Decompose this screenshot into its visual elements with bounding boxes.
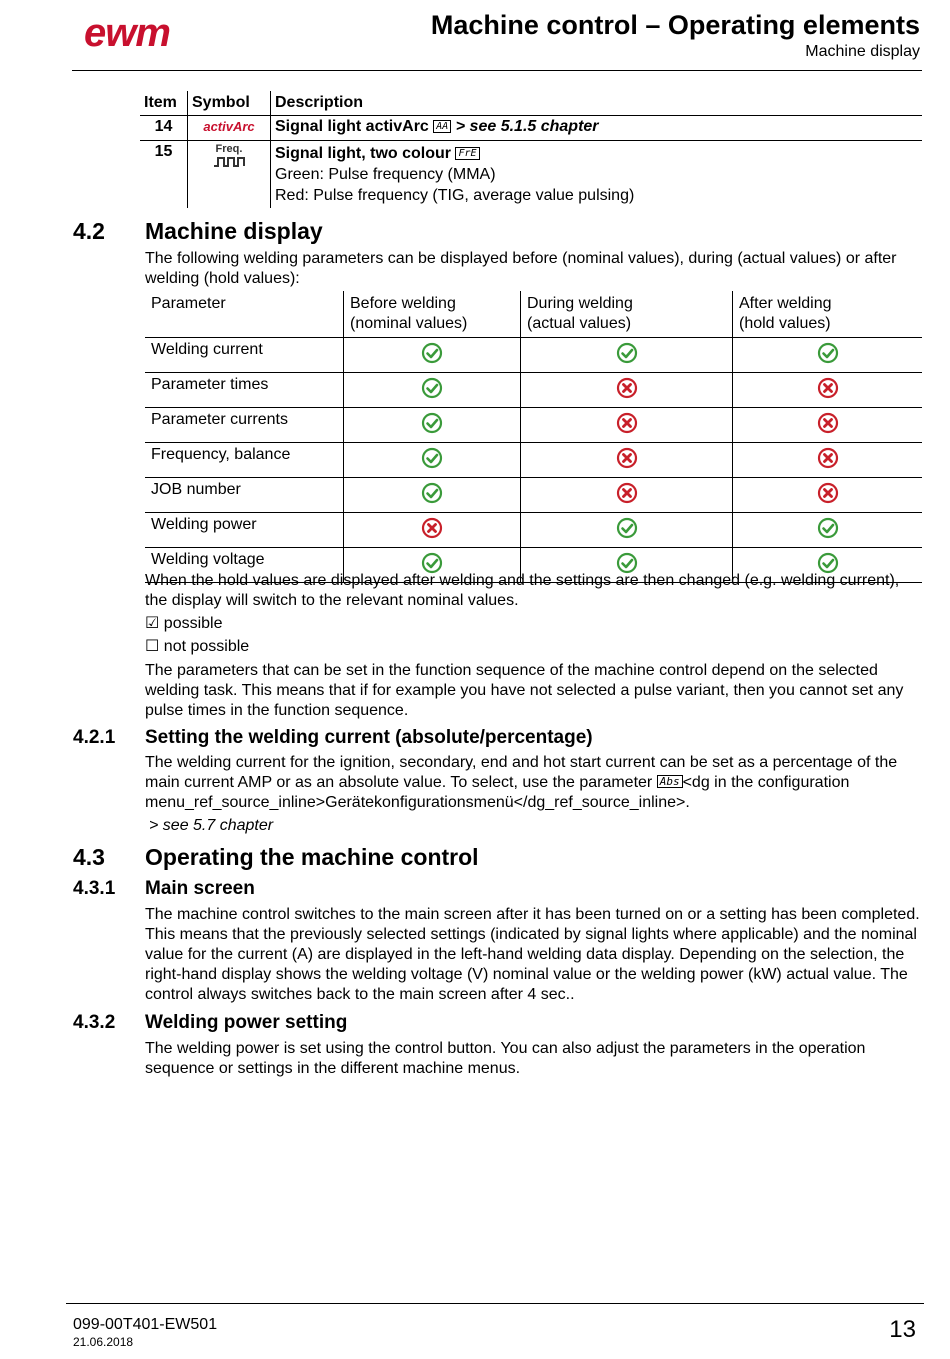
col-header-parameter: [145, 291, 344, 338]
item-detail-red: Red: Pulse frequency (TIG, average value pulsing): [275, 187, 635, 204]
check-circle-icon: [421, 386, 443, 403]
pulse-wave-icon: [212, 156, 246, 168]
table-row: [140, 116, 922, 141]
parameter-name: Welding power: [145, 513, 344, 548]
check-circle-icon: [616, 526, 638, 543]
header-line: (hold values): [739, 315, 831, 332]
section-intro: The following welding parameters can be displayed before (nominal values), during (actual values) or after welding (hold values):: [145, 250, 897, 287]
check-circle-icon: [817, 351, 839, 368]
parameter-name: Welding current: [145, 338, 344, 373]
cross-circle-icon: [817, 386, 839, 403]
cross-circle-icon: [616, 421, 638, 438]
item-number: 14: [140, 116, 188, 141]
subsection-title: Welding power setting: [145, 1012, 348, 1033]
items-table: [140, 91, 922, 208]
cell-after: [733, 408, 923, 443]
cross-circle-icon: [616, 491, 638, 508]
cell-after: [733, 338, 923, 373]
item-title: Signal light, two colour: [275, 145, 451, 162]
cell-during: [521, 338, 733, 373]
ewm-logo: [84, 10, 210, 54]
segment-display-icon: FrE: [455, 147, 479, 160]
table-row: [145, 513, 922, 548]
header-line: (actual values): [527, 315, 632, 332]
empty-box-icon: ☐: [145, 638, 160, 655]
header-line: During welding: [527, 295, 633, 312]
item-detail-green: Green: Pulse frequency (MMA): [275, 166, 496, 183]
table-header-row: [145, 291, 922, 338]
cross-circle-icon: [616, 386, 638, 403]
parameter-name: JOB number: [145, 478, 344, 513]
header-rule: [72, 70, 922, 71]
cell-before: [344, 408, 521, 443]
subsection-title: Main screen: [145, 878, 255, 899]
function-sequence-note: The parameters that can be set in the function sequence of the machine control depend on the selected welding task. This means that if for example you have not selected a pulse variant, then you cannot set any pulse times in the function sequence.: [145, 662, 904, 719]
cell-during: [521, 478, 733, 513]
section-title: Machine display: [145, 218, 323, 244]
cross-circle-icon: [616, 456, 638, 473]
check-circle-icon: [817, 526, 839, 543]
legend-possible: [145, 614, 922, 634]
table-row: [140, 141, 922, 209]
cell-during: [521, 513, 733, 548]
subsection-number: 4.2.1: [73, 727, 116, 748]
table-row: [145, 408, 922, 443]
check-circle-icon: [421, 351, 443, 368]
document-number: 099-00T401-EW501: [73, 1316, 218, 1333]
item-description: [271, 141, 923, 209]
check-circle-icon: [421, 491, 443, 508]
main-screen-text: The machine control switches to the main screen after it has been turned on or a setting has been completed. This means that the previously selected settings (indicated by signal lights where applicable) and the nominal value for the current (A) are displayed in the left-hand welding data display. Depending on the selection, the right-hand display shows the welding voltage (V) nominal value or the welding power (kW) actual value. The control always switches back to the main screen after 4 sec..: [145, 906, 920, 1003]
chapter-reference-link[interactable]: > see 5.7 chapter: [149, 817, 274, 834]
parameter-name: Parameter times: [145, 373, 344, 408]
subsection-number: 4.3.1: [73, 878, 116, 899]
cross-circle-icon: [421, 526, 443, 543]
parameter-name: Frequency, balance: [145, 443, 344, 478]
col-header-after: [733, 291, 923, 338]
cross-circle-icon: [817, 421, 839, 438]
paragraph-text: <dg in the configuration menu_ref_source_inline>Gerätekonfigurationsmenü</dg_ref_source_inline>.: [145, 774, 850, 811]
col-header-symbol: Symbol: [188, 91, 271, 116]
header-line: Before welding: [350, 295, 456, 312]
svg-text:ewm: ewm: [84, 11, 170, 54]
col-header-description: Description: [271, 91, 923, 116]
table-row: [145, 443, 922, 478]
cross-circle-icon: [817, 491, 839, 508]
cell-during: [521, 443, 733, 478]
header-line: Parameter: [151, 295, 226, 312]
chapter-reference-link[interactable]: > see 5.1.5 chapter: [455, 118, 599, 135]
item-description: [271, 116, 923, 141]
section-title: Operating the machine control: [145, 844, 479, 870]
paragraph-text: The welding current for the ignition, secondary, end and hot start current can be set as a percentage of the main current AMP or as an absolute value. To select, use the parameter: [145, 754, 898, 791]
parameter-name: Parameter currents: [145, 408, 344, 443]
item-title: Signal light activArc: [275, 118, 429, 135]
cell-before: [344, 373, 521, 408]
col-header-item: Item: [140, 91, 188, 116]
legend-not-possible: [145, 637, 922, 657]
section-number: 4.3: [73, 844, 105, 870]
table-row: [145, 478, 922, 513]
check-circle-icon: [421, 456, 443, 473]
cell-after: [733, 513, 923, 548]
segment-display-icon: Abs: [657, 775, 683, 788]
welding-power-text: The welding power is set using the control button. You can also adjust the parameters in the operation sequence or settings in the different machine menus.: [145, 1040, 866, 1077]
section-number: 4.2: [73, 218, 105, 244]
cell-before: [344, 443, 521, 478]
col-header-before: [344, 291, 521, 338]
parameter-table: [145, 291, 922, 583]
page-number: 13: [889, 1316, 916, 1343]
cell-after: [733, 478, 923, 513]
legend-label: possible: [163, 615, 223, 632]
document-date: 21.06.2018: [73, 1335, 134, 1349]
cell-before: [344, 478, 521, 513]
cell-during: [521, 408, 733, 443]
frequency-icon-label: Freq.: [215, 143, 243, 155]
col-header-during: [521, 291, 733, 338]
cell-after: [733, 443, 923, 478]
header-line: After welding: [739, 295, 832, 312]
check-circle-icon: [421, 421, 443, 438]
page-header-title: Machine control – Operating elements: [430, 10, 920, 40]
segment-display-icon: AA: [433, 120, 451, 133]
footer-rule: [66, 1303, 924, 1304]
welding-current-text: [145, 753, 922, 813]
table-row: [145, 373, 922, 408]
activarc-icon: activArc: [203, 119, 255, 134]
subsection-title: Setting the welding current (absolute/percentage): [145, 727, 593, 748]
cell-before: [344, 513, 521, 548]
checked-box-icon: ☑: [145, 615, 160, 632]
parameter-name: Welding voltage: [145, 548, 344, 583]
cross-circle-icon: [817, 456, 839, 473]
cell-during: [521, 373, 733, 408]
page-header-subtitle: Machine display: [805, 43, 920, 60]
item-number: 15: [154, 143, 173, 160]
check-circle-icon: [616, 351, 638, 368]
frequency-symbol: [188, 141, 271, 209]
header-line: (nominal values): [350, 315, 468, 332]
cell-before: [344, 338, 521, 373]
legend-label: not possible: [163, 638, 250, 655]
cell-after: [733, 373, 923, 408]
table-row: [145, 338, 922, 373]
activarc-symbol: [188, 116, 271, 141]
hold-values-note: When the hold values are displayed after welding and the settings are then changed (e.g. welding current), the display will switch to the relevant nominal values.: [145, 572, 900, 609]
subsection-number: 4.3.2: [73, 1012, 116, 1033]
